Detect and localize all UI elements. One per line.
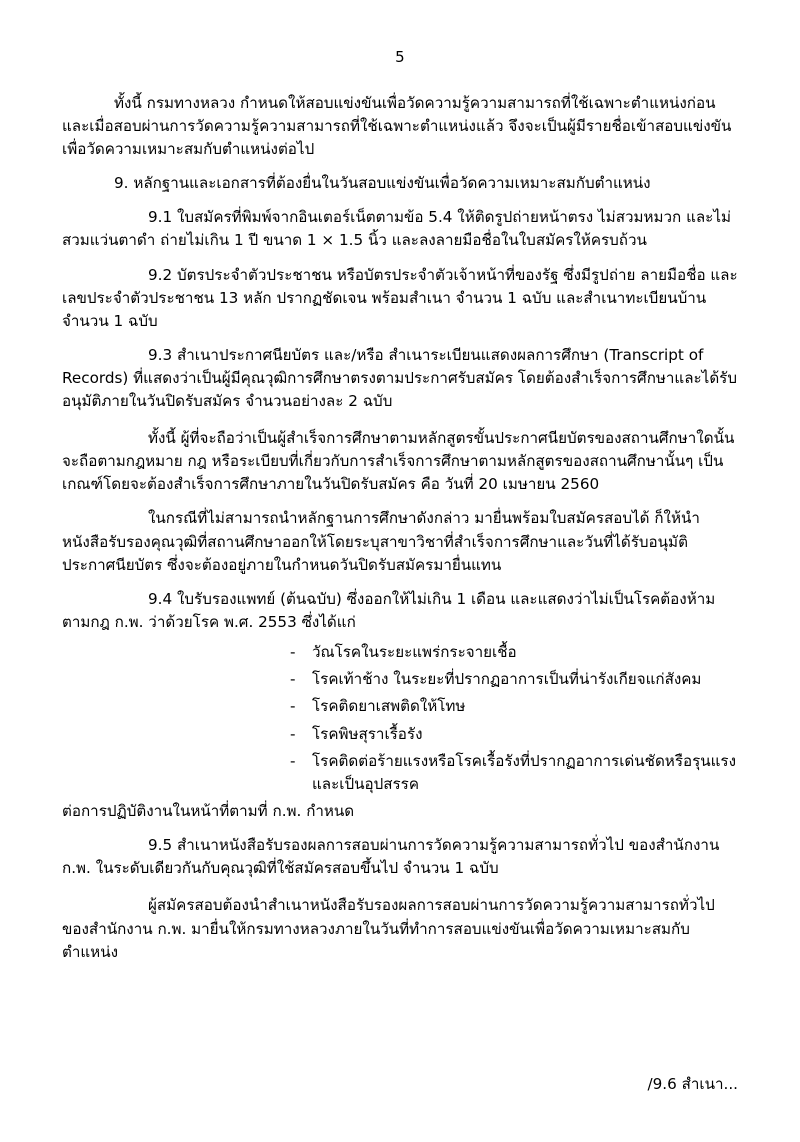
list-item (62, 668, 738, 691)
disease-list (62, 641, 738, 796)
dash-bullet-icon: - (290, 642, 296, 661)
dash-bullet-icon: - (290, 697, 296, 716)
list-item (62, 750, 738, 796)
page-number: 5 (395, 48, 405, 66)
item-9-1: 9.1 ใบสมัครที่พิมพ์จากอินเตอร์เน็ตตามข้อ 5.4 ให้ติดรูปถ่ายหน้าตรง ไม่สวมหมวก และไม่สวมแว่นตาดำ ถ่ายไม่เกิน 1 ปี ขนาด 1 × 1.5 นิ้ว และลงลายมือชื่อในใบสมัครให้ครบถ้วน (62, 208, 731, 250)
document-body (62, 92, 738, 964)
intro-paragraph: ทั้งนี้ กรมทางหลวง กำหนดให้สอบแข่งขันเพื่อวัดความรู้ความสามารถที่ใช้เฉพาะตำแหน่งก่อน และเมื่อสอบผ่านการวัดความรู้ความสามารถที่ใช้เฉพาะตำแหน่งแล้ว จึงจะเป็นผู้มีรายชื่อเข้าสอบแข่งขันเพื่อวัดความเหมาะสมกับตำแหน่งต่อไป (62, 94, 732, 159)
footer-continuation-note: /9.6 สำเนา... (647, 1075, 738, 1093)
dash-bullet-icon: - (290, 724, 296, 743)
list-item-label: โรคติดยาเสพติดให้โทษ (312, 697, 466, 716)
dash-bullet-icon: - (290, 670, 296, 689)
list-item (62, 641, 738, 664)
item-9-4: 9.4 ใบรับรองแพทย์ (ต้นฉบับ) ซึ่งออกให้ไม่เกิน 1 เดือน และแสดงว่าไม่เป็นโรคต้องห้ามตามกฎ ก.พ. ว่าด้วยโรค พ.ศ. 2553 ซึ่งได้แก่ (62, 589, 716, 631)
list-item-label: โรคพิษสุราเรื้อรัง (312, 724, 423, 743)
list-item-label: โรคเท้าช้าง ในระยะที่ปรากฏอาการเป็นที่น่ารังเกียจแก่สังคม (312, 670, 702, 689)
item-9-3-note-2: ในกรณีที่ไม่สามารถนำหลักฐานการศึกษาดังกล่าว มายื่นพร้อมใบสมัครสอบได้ ก็ให้นำหนังสือรับรองคุณวุฒิที่สถานศึกษาออกให้โดยระบุสาขาวิชาที่สำเร็จการศึกษาและวันที่ได้รับอนุมัติประกาศนียบัตร ซึ่งจะต้องอยู่ภายในกำหนดวันปิดรับสมัครมายื่นแทน (62, 509, 700, 574)
dash-bullet-icon: - (290, 752, 296, 771)
list-item-label: วัณโรคในระยะแพร่กระจายเชื้อ (312, 642, 517, 661)
section-9-heading: 9. หลักฐานและเอกสารที่ต้องยื่นในวันสอบแข่งขันเพื่อวัดความเหมาะสมกับตำแหน่ง (114, 174, 651, 193)
list-item (62, 723, 738, 746)
list-item (62, 695, 738, 718)
item-9-2: 9.2 บัตรประจำตัวประชาชน หรือบัตรประจำตัวเจ้าหน้าที่ของรัฐ ซึ่งมีรูปถ่าย ลายมือชื่อ และเลขประจำตัวประชาชน 13 หลัก ปรากฏชัดเจน พร้อมสำเนา จำนวน 1 ฉบับ และสำเนาทะเบียนบ้าน จำนวน 1 ฉบับ (62, 265, 738, 330)
disease-list-continue: ต่อการปฏิบัติงานในหน้าที่ตามที่ ก.พ. กำหนด (62, 802, 355, 821)
item-9-3-note-1: ทั้งนี้ ผู้ที่จะถือว่าเป็นผู้สำเร็จการศึกษาตามหลักสูตรขั้นประกาศนียบัตรของสถานศึกษาใดนั้นจะถือตามกฎหมาย กฎ หรือระเบียบที่เกี่ยวกับการสำเร็จการศึกษาตามหลักสูตรของสถานศึกษานั้นๆ เป็นเกณฑ์โดยจะต้องสำเร็จการศึกษาภายในวันปิดรับสมัคร คือ วันที่ 20 เมษายน 2560 (62, 429, 735, 494)
closing-paragraph: ผู้สมัครสอบต้องนำสำเนาหนังสือรับรองผลการสอบผ่านการวัดความรู้ความสามารถทั่วไปของสำนักงาน ก.พ. มายื่นให้กรมทางหลวงภายในวันที่ทำการสอบแข่งขันเพื่อวัดความเหมาะสมกับตำแหน่ง (62, 896, 715, 961)
list-item-label: โรคติดต่อร้ายแรงหรือโรคเรื้อรังที่ปรากฏอาการเด่นชัดหรือรุนแรงและเป็นอุปสรรค (312, 752, 736, 793)
item-9-5: 9.5 สำเนาหนังสือรับรองผลการสอบผ่านการวัดความรู้ความสามารถทั่วไป ของสำนักงาน ก.พ. ในระดับเดียวกันกับคุณวุฒิที่ใช้สมัครสอบขึ้นไป จำนวน 1 ฉบับ (62, 836, 720, 878)
item-9-3: 9.3 สำเนาประกาศนียบัตร และ/หรือ สำเนาระเบียนแสดงผลการศึกษา (Transcript of Records) ที่แสดงว่าเป็นผู้มีคุณวุฒิการศึกษาตรงตามประกาศรับสมัคร โดยต้องสำเร็จการศึกษาและได้รับอนุมัติภายในวันปิดรับสมัคร จำนวนอย่างละ 2 ฉบับ (62, 345, 737, 411)
